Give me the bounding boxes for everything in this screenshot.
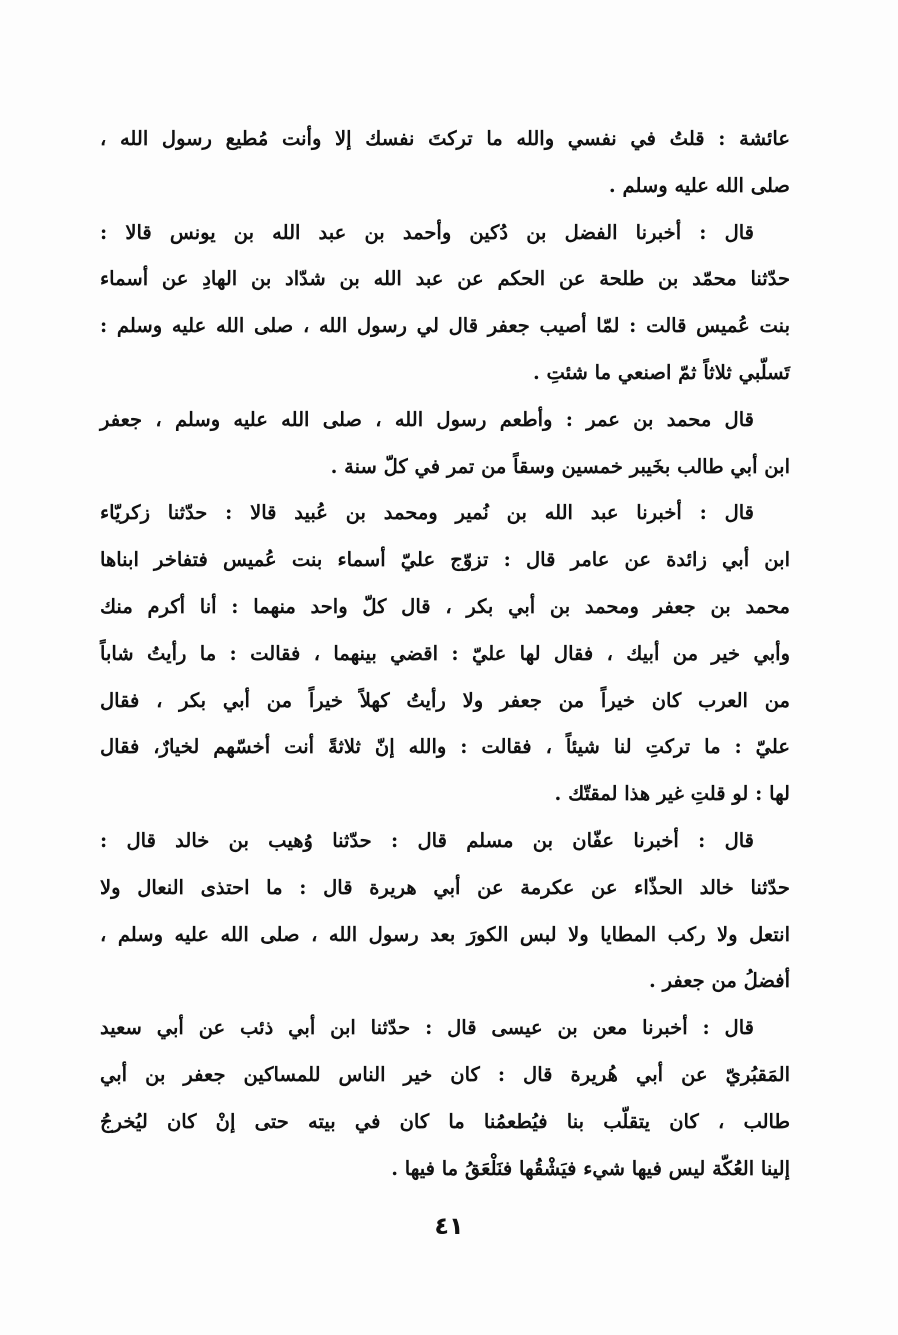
text-line: من العرب كان خيراً من جعفر ولا رأيتُ كهلاً خيراً من أبي بكر ، فقال <box>100 688 790 712</box>
text-line: حدّثنا خالد الحذّاء عن عكرمة عن أبي هريرة قال : ما احتذى النعال ولا <box>100 875 790 899</box>
text-line: طالب ، كان يتقلّب بنا فيُطعمُنا ما كان في بيته حتى إنْ كان ليُخرجُ <box>100 1109 790 1133</box>
text-line: انتعل ولا ركب المطايا ولا لبس الكورَ بعد رسول الله ، صلى الله عليه وسلم ، <box>100 922 790 946</box>
arabic-text-body <box>100 116 790 1192</box>
text-line: المَقبُريّ عن أبي هُريرة قال : كان خير الناس للمساكين جعفر بن أبي <box>100 1062 790 1086</box>
text-line: ابن أبي طالب بخَيبر خمسين وسقاً من تمر في كلّ سنة . <box>330 454 790 478</box>
text-line: قال : أخبرنا الفضل بن دُكين وأحمد بن عبد الله بن يونس قالا : <box>100 220 754 244</box>
text-line: عليّ : ما تركتِ لنا شيئاً ، فقالت : والله إنّ ثلاثةً أنت أخسّهم لخيارٌ، فقال <box>100 735 790 759</box>
text-line: حدّثنا محمّد بن طلحة عن الحكم عن عبد الله بن شدّاد بن الهادِ عن أسماء <box>100 267 790 291</box>
text-line: محمد بن جعفر ومحمد بن أبي بكر ، قال كلّ واحد منهما : أنا أكرم منك <box>100 594 790 618</box>
page-number: ٤١ <box>434 1212 464 1240</box>
text-line: ابن أبي زائدة عن عامر قال : تزوّج عليّ أسماء بنت عُميس فتفاخر ابناها <box>100 548 790 572</box>
text-line: تَسلّبي ثلاثاً ثمّ اصنعي ما شئتِ . <box>532 360 790 384</box>
text-line: بنت عُميس قالت : لمّا أصيب جعفر قال لي رسول الله ، صلى الله عليه وسلم : <box>100 314 790 338</box>
text-line: إلينا العُكّة ليس فيها شيء فيَشْقُها فنَلْعَقُ ما فيها . <box>391 1156 790 1180</box>
text-line: أفضلُ من جعفر . <box>649 969 790 993</box>
text-line: قال محمد بن عمر : وأطعم رسول الله ، صلى الله عليه وسلم ، جعفر <box>100 407 754 431</box>
text-line: لها : لو قلتِ غير هذا لمقتّك . <box>554 782 790 806</box>
text-line: قال : أخبرنا عفّان بن مسلم قال : حدّثنا وُهيب بن خالد قال : <box>100 828 754 852</box>
text-line: عائشة : قلتُ في نفسي والله ما تركتَ نفسك إلا وأنت مُطيع رسول الله ، <box>100 127 790 150</box>
text-line: وأبي خير من أبيك ، فقال لها عليّ : اقضي بينهما ، فقالت : ما رأيتُ شاباً <box>100 641 790 665</box>
text-line: قال : أخبرنا معن بن عيسى قال : حدّثنا ابن أبي ذئب عن أبي سعيد <box>100 1016 754 1040</box>
text-line: قال : أخبرنا عبد الله بن نُمير ومحمد بن عُبيد قالا : حدّثنا زكريّاء <box>100 501 754 525</box>
text-line: صلى الله عليه وسلم . <box>608 173 790 197</box>
